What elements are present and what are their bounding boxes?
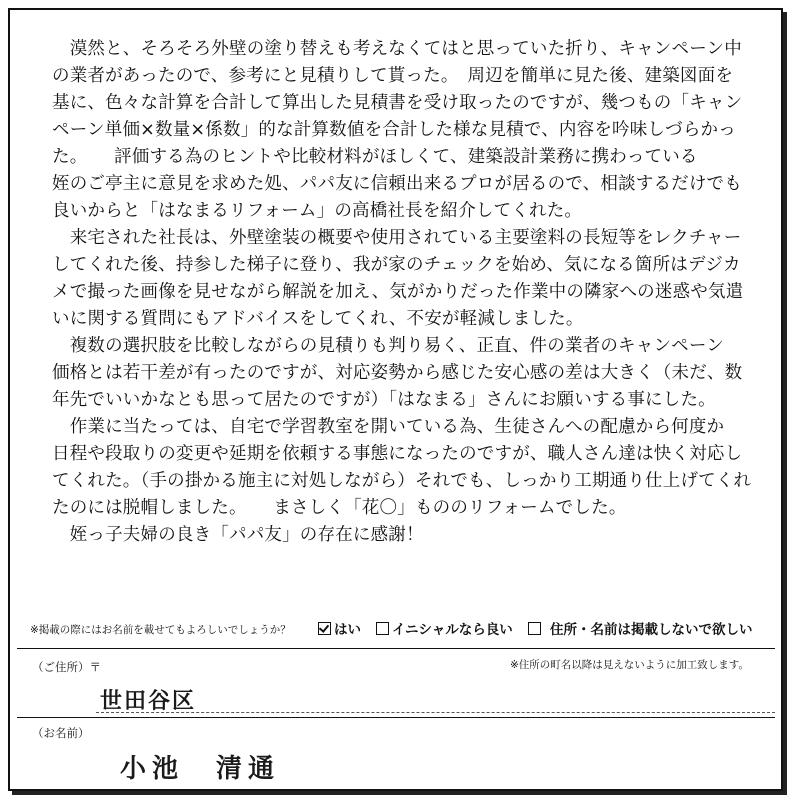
testimonial-body: [52, 36, 752, 549]
consent-row: [30, 619, 770, 641]
address-handwritten: 世田谷区: [100, 688, 197, 714]
checkbox-initials-icon[interactable]: [376, 622, 389, 635]
body-line: 価格とは若干差が有ったのですが、対応姿勢から感じた安心感の差は大きく（未だ、数: [52, 363, 743, 383]
address-note: ※住所の町名以降は見えないように加工致します。: [510, 659, 749, 671]
body-line: たのには脱帽しました。 まさしく「花〇」もののリフォームでした。: [52, 498, 627, 518]
option-no-publish[interactable]: [528, 619, 753, 641]
divider-consent: [17, 648, 775, 649]
frame-shadow-right: [783, 12, 787, 793]
address-underline: [96, 712, 775, 713]
checkbox-no-publish-icon[interactable]: [528, 622, 541, 635]
option-no-publish-label: 住所・名前は掲載しないで欲しい: [550, 622, 753, 638]
body-line: 良いからと「はなまるリフォーム」の高橋社長を紹介してくれた。: [52, 201, 583, 221]
divider-address: [17, 717, 775, 718]
option-initials-label: イニシャルなら良い: [392, 622, 513, 638]
body-line: 姪のご亭主に意見を求めた処、パパ友に信頼出来るプロが居るので、相談するだけでも: [52, 174, 742, 194]
frame-shadow-bottom: [12, 791, 787, 795]
body-line: 姪っ子夫婦の良き「パパ友」の存在に感謝！: [52, 525, 424, 545]
body-line: 作業に当たっては、自宅で学習教室を開いている為、生徒さんへの配慮から何度か: [52, 417, 725, 437]
body-line: 日程や段取りの変更や延期を依頼する事態になったのですが、職人さん達は快く対応し: [52, 444, 743, 464]
name-label: （お名前）: [32, 726, 90, 740]
body-line: た。 評価する為のヒントや比較材料がほしくて、建築設計業務に携わっている: [52, 147, 698, 167]
body-line: ペーン単価×数量×係数」的な計算数値を合計した様な見積で、内容を吟味しづらかっ: [52, 120, 736, 140]
body-line: 複数の選択肢を比較しながらの見積りも判り易く、正直、件の業者のキャンペーン: [52, 336, 724, 356]
checkbox-yes-checked-icon[interactable]: [318, 622, 331, 635]
body-line: 年先でいいかなとも思って居たのですが）「はなまる」さんにお願いする事にした。: [52, 390, 716, 410]
option-initials[interactable]: [376, 619, 513, 641]
body-line: てくれた。（手の掛かる施主に対処しながら）それでも、しっかり工期通り仕上げてくれ: [52, 471, 752, 491]
option-yes[interactable]: [318, 619, 361, 641]
body-line: いに関する質問にもアドバイスをしてくれ、不安が軽減しました。: [52, 309, 584, 329]
address-label: （ご住所）〒: [32, 660, 101, 674]
body-line: してくれた後、持参した梯子に登り、我が家のチェックを始め、気になる箇所はデジカ: [52, 255, 741, 275]
body-line: 来宅された社長は、外壁塗装の概要や使用されている主要塗料の長短等をレクチャー: [52, 228, 742, 248]
consent-question: ※掲載の際にはお名前を載せてもよろしいでしょうか？: [30, 624, 291, 636]
body-line: 基に、色々な計算を合計して算出した見積書を受け取ったのですが、幾つもの「キャン: [52, 93, 743, 113]
body-line: メで撮った画像を見せながら解説を加え、気がかりだった作業中の隣家への迷惑や気遣: [52, 282, 744, 302]
name-handwritten: 小池 清通: [120, 754, 281, 784]
body-line: の業者があったので、参考にと見積りして貰った。 周辺を簡単に見た後、建築図面を: [52, 66, 734, 86]
body-line: 漠然と、そろそろ外壁の塗り替えも考えなくてはと思っていた折り、キャンペーン中: [52, 39, 742, 59]
option-yes-label: はい: [334, 622, 361, 638]
